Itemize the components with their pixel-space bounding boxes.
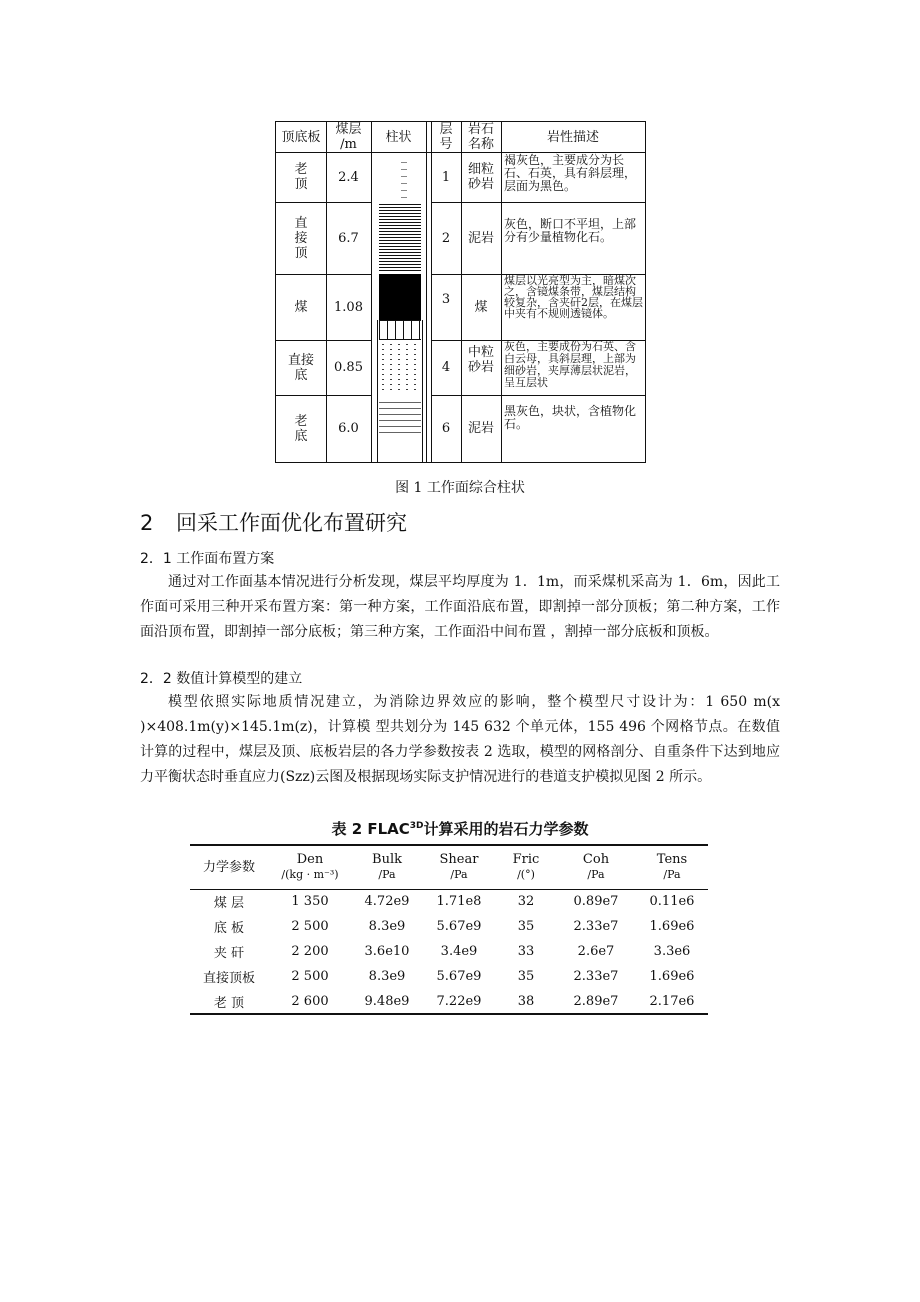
table-row	[190, 989, 708, 1014]
table-cell: 8.3e9	[368, 969, 406, 984]
table-cell: 7.22e9	[422, 989, 496, 1014]
rock-parameters-table	[190, 844, 708, 1015]
column-edge	[422, 320, 423, 462]
row1-rock-name: 细粒 砂岩	[467, 162, 494, 192]
table-cell: 9.48e9	[352, 989, 422, 1014]
mudstone-pattern	[379, 204, 421, 272]
table-cell: 底 板	[213, 921, 245, 936]
table-cell: 33	[517, 944, 535, 959]
table2-title-suffix: 计算采用的岩石力学参数	[423, 820, 589, 838]
row4-thickness: 0.85	[334, 360, 363, 375]
table-header-row	[190, 845, 708, 889]
table-cell: 0.11e6	[649, 894, 695, 910]
row2-roof-floor: 直 接 顶	[294, 215, 308, 261]
stratigraphic-column-figure	[275, 121, 646, 463]
table-cell: 3.6e10	[364, 944, 410, 959]
table-cell: 5.67e9	[436, 969, 482, 984]
table-row	[190, 964, 708, 989]
table-cell: 0.89e7	[573, 894, 619, 910]
table-cell: 2.6e7	[577, 944, 615, 959]
table2-title-sup: 3D	[409, 821, 424, 831]
header-cell	[636, 845, 708, 889]
table-cell: 32	[517, 894, 535, 910]
header-unit: /Pa	[587, 868, 605, 882]
table-cell: 2.17e6	[636, 989, 708, 1014]
header-unit: /Pa	[378, 868, 396, 882]
column-edge	[377, 320, 378, 462]
header-unit: /(kg · m⁻³)	[281, 868, 339, 882]
header-unit: /Pa	[663, 868, 681, 882]
paragraph: 模型依照实际地质情况建立，为消除边界效应的影响，整个模型尺寸设计为：1 650 m(x )×408.1m(y)×145.1m(z)，计算模 型共划分为 145 632 个单元体，155 496 个网格节点。在数值计算的过程中，煤层及顶、底板岩层的各力学参数按表 2 选取，模型的网格剖分、自重条件下达到地应力平衡状态时垂直应力(Szz)云图及根据现场实际支护情况进行的巷道支护模拟见图 2 所示。	[140, 694, 780, 785]
header-label: Den	[296, 852, 324, 868]
medium-sandstone-pattern	[379, 342, 421, 393]
header-label: Fric	[512, 852, 540, 868]
row5-roof-floor: 老 底	[294, 413, 308, 444]
header-cell	[496, 845, 556, 889]
table-row	[190, 914, 708, 939]
table-cell: 2 500	[291, 969, 329, 984]
table-cell: 8.3e9	[368, 919, 406, 934]
table-cell: 3.3e6	[653, 944, 691, 959]
row3-rock-name: 煤	[474, 299, 488, 315]
header-label: Coh	[582, 852, 610, 868]
section-title: 回采工作面优化布置研究	[176, 511, 407, 535]
table-cell: 2.33e7	[573, 969, 619, 984]
subsection-2-1-body	[140, 570, 780, 645]
table-cell: 2 600	[268, 989, 352, 1014]
header-unit: /Pa	[450, 868, 468, 882]
row2-layer-no: 2	[441, 230, 451, 246]
header-unit: /(°)	[517, 868, 535, 882]
header-label: Tens	[656, 852, 688, 868]
table-cell: 2 500	[291, 919, 329, 934]
parting-pattern	[379, 320, 421, 340]
table-cell: 4.72e9	[364, 894, 410, 910]
header-cell	[352, 845, 422, 889]
paragraph: 通过对工作面基本情况进行分析发现，煤层平均厚度为 1．1m，而采煤机采高为 1．6m，因此工作面可采用三种开采布置方案：第一种方案，工作面沿底布置，即割掉一部分顶板；第二种方案，工作面沿顶布置，即割掉一部分底板；第三种方案，工作面沿中间布置 ，割掉一部分底板和顶板。	[140, 574, 780, 640]
table-cell: 1.71e8	[436, 894, 482, 910]
grid-line	[371, 122, 372, 462]
header-cell	[268, 845, 352, 889]
header-cell	[422, 845, 496, 889]
header-description: 岩性描述	[546, 129, 599, 145]
row3-description: 煤层以光亮型为主，暗煤次之，含镜煤条带，煤层结构较复杂，含夹矸2层，在煤层中夹有不规则透镜体。	[504, 274, 643, 320]
header-cell	[556, 845, 636, 889]
floor-mudstone-pattern	[379, 397, 421, 437]
row5-thickness: 6.0	[338, 421, 359, 436]
row5-description: 黑灰色，块状，含植物化石。	[504, 404, 637, 431]
table2-title	[0, 818, 920, 839]
table-cell: 5.67e9	[436, 919, 482, 934]
table-row	[190, 889, 708, 914]
table-cell: 2.89e7	[556, 989, 636, 1014]
table-cell: 1 350	[291, 894, 329, 910]
row3-layer-no: 3	[441, 291, 451, 307]
row5-layer-no: 6	[441, 421, 451, 436]
subsection-2-1-title: 2．1 工作面布置方案	[140, 551, 275, 567]
table-cell: 2.33e7	[573, 919, 619, 934]
coal-seam-block	[379, 274, 421, 320]
row5-rock-name: 泥岩	[467, 421, 494, 436]
header-cell	[190, 845, 268, 889]
table-cell: 煤 层	[213, 896, 245, 912]
header-label: 力学参数	[202, 859, 255, 875]
row3-thickness: 1.08	[334, 299, 363, 315]
table-cell: 1.69e6	[649, 919, 695, 934]
table-cell: 38	[496, 989, 556, 1014]
row4-roof-floor: 直接 底	[287, 352, 314, 383]
row4-rock-name: 中粒 砂岩	[467, 345, 494, 375]
table-cell: 夹 矸	[213, 946, 245, 961]
row2-thickness: 6.7	[338, 230, 359, 246]
row1-description: 褐灰色，主要成分为长石、石英，具有斜层理，层面为黑色。	[504, 153, 637, 193]
table2-title-prefix: 表 2 FLAC	[331, 820, 410, 838]
row2-description: 灰色，断口不平坦，上部分有少量植物化石。	[504, 217, 637, 244]
header-layer-no: 层 号	[439, 122, 453, 152]
header-column: 柱状	[385, 129, 412, 145]
row4-description: 灰色，主要成份为石英、含白云母，具斜层理，上部为细砂岩，夹厚薄层状泥岩，呈互层状	[504, 340, 636, 389]
figure1-caption: 图 1 工作面综合柱状	[395, 480, 525, 496]
header-rock-name: 岩石 名称	[467, 122, 494, 152]
table-cell: 2 200	[291, 944, 329, 959]
grid-line	[426, 122, 427, 462]
table-cell: 35	[517, 969, 535, 984]
header-thickness: 煤层 /m	[335, 122, 362, 152]
row2-rock-name: 泥岩	[467, 230, 494, 246]
fine-sandstone-pattern	[401, 162, 407, 200]
table-cell: 35	[517, 919, 535, 934]
header-roof-floor: 顶底板	[281, 129, 321, 145]
row1-roof-floor: 老 顶	[294, 162, 308, 192]
header-label: Bulk	[372, 852, 402, 868]
header-label: Shear	[439, 852, 479, 868]
grid-line	[501, 122, 502, 462]
section-heading	[140, 507, 407, 537]
row3-roof-floor: 煤	[294, 299, 308, 315]
section-number: 2	[140, 511, 154, 535]
table-cell: 直接顶板	[202, 971, 255, 986]
table-cell: 1.69e6	[649, 969, 695, 984]
subsection-2-2-body	[140, 690, 780, 790]
table-row	[190, 939, 708, 964]
table-cell: 老 顶	[190, 989, 268, 1014]
table-cell: 3.4e9	[440, 944, 478, 959]
row1-layer-no: 1	[441, 169, 451, 185]
row4-layer-no: 4	[441, 360, 451, 375]
subsection-2-2-title: 2．2 数值计算模型的建立	[140, 671, 303, 687]
row1-thickness: 2.4	[338, 169, 359, 185]
